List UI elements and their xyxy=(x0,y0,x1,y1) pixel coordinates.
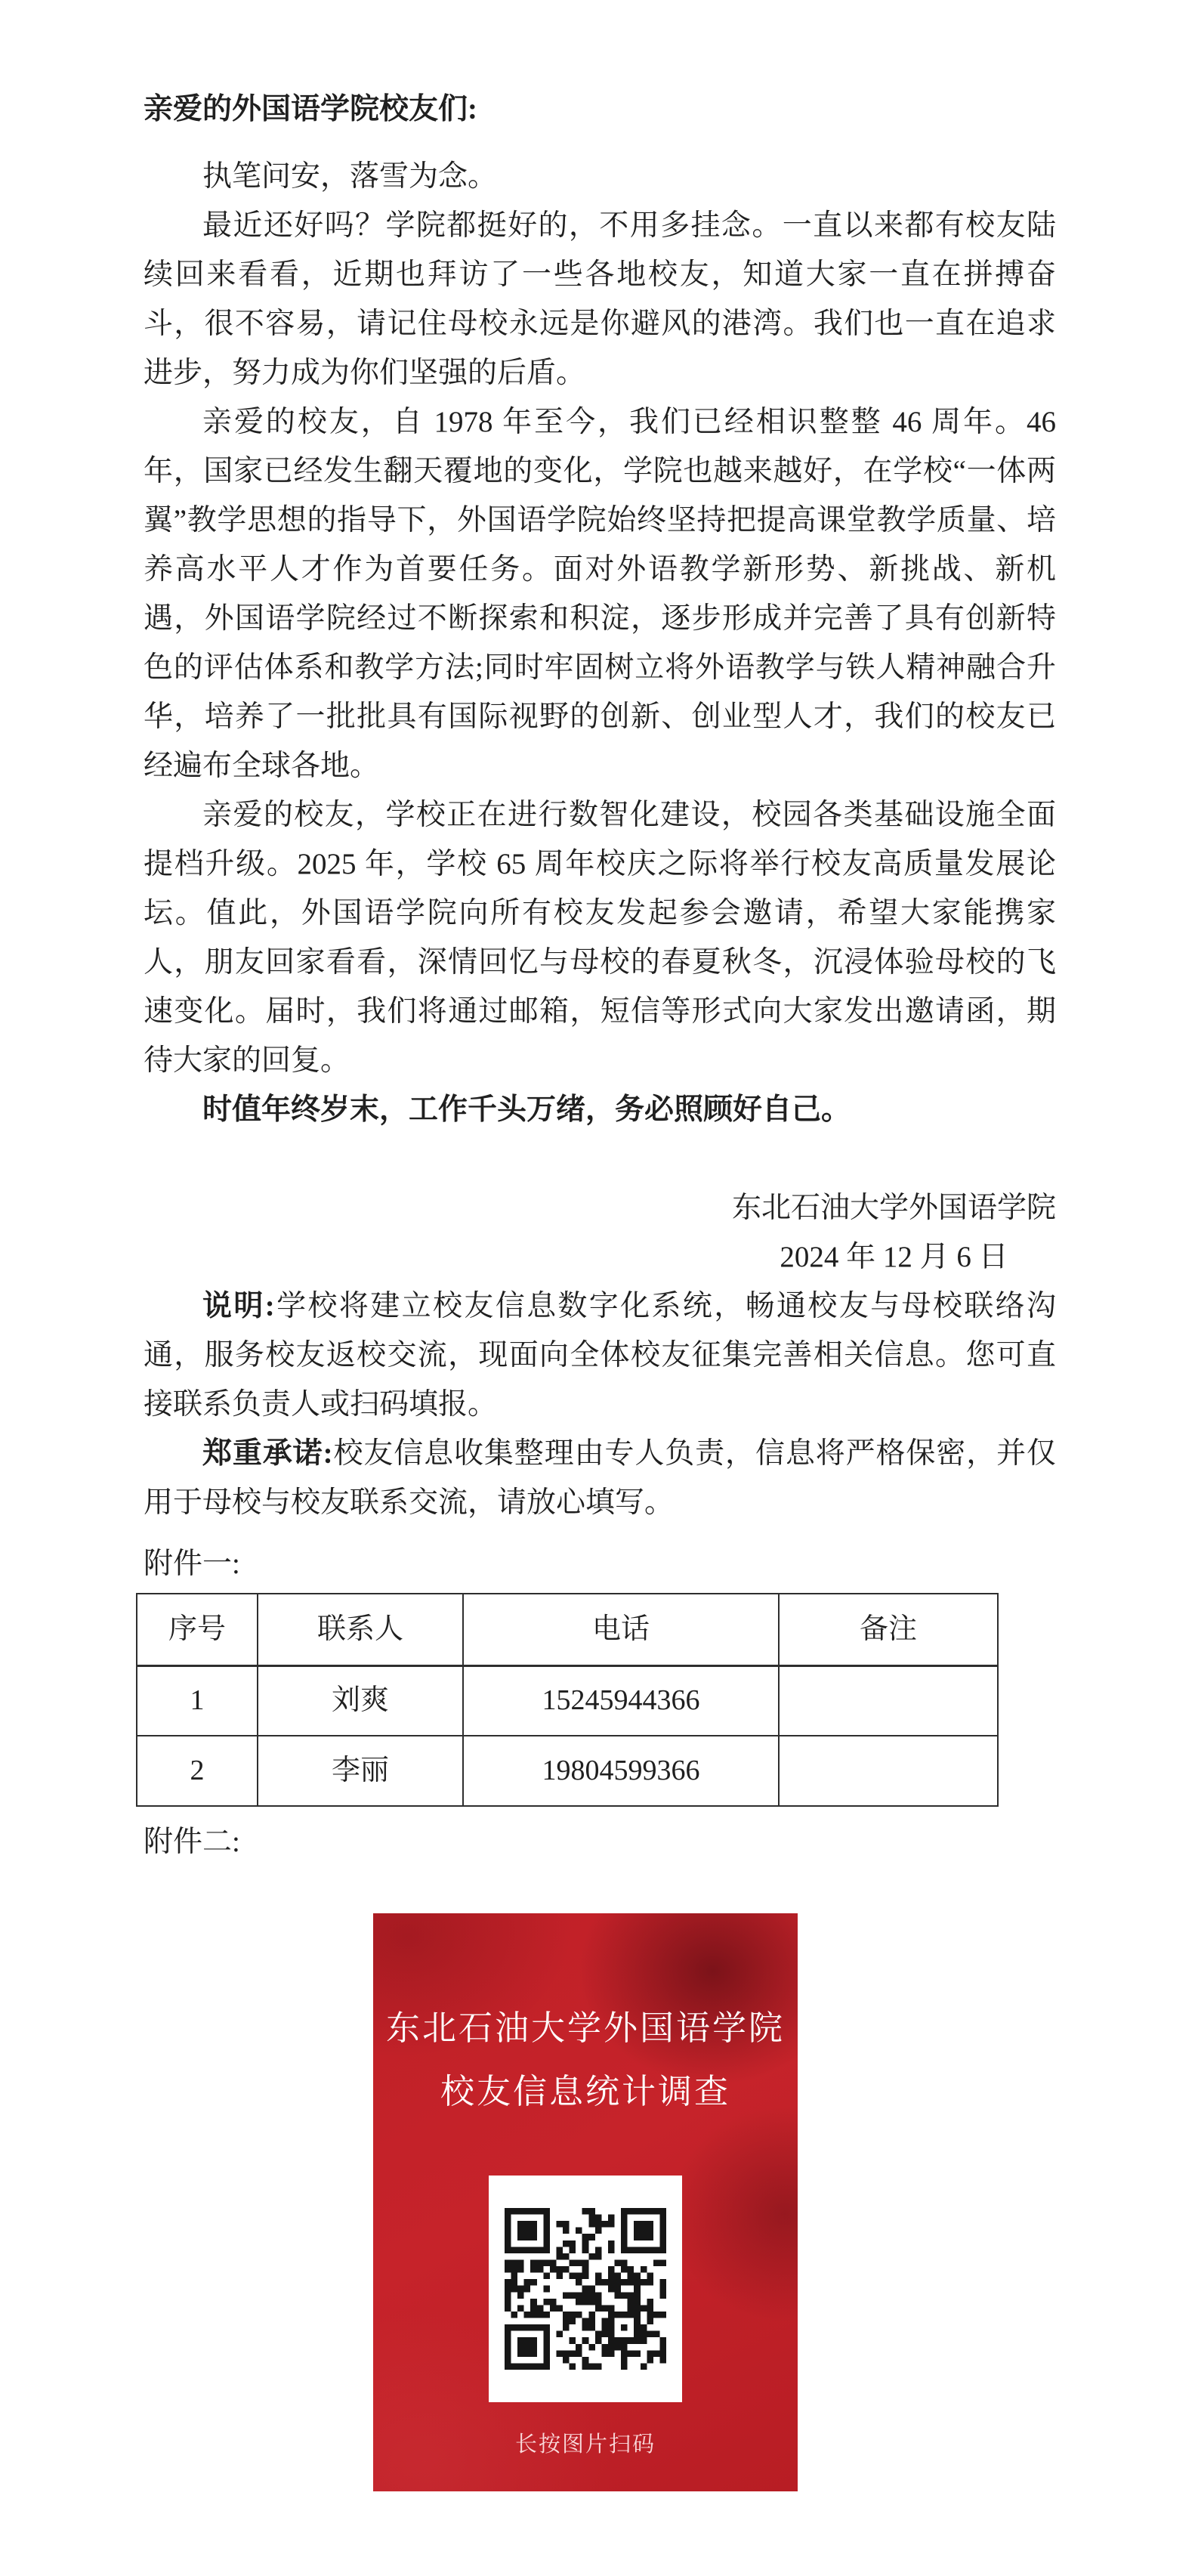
contacts-table xyxy=(136,1593,999,1807)
cell-name: 刘爽 xyxy=(258,1665,463,1736)
note-description xyxy=(144,1282,1056,1429)
signature-date: 2024 年 12 月 6 日 xyxy=(780,1241,1008,1273)
cell-phone: 15245944366 xyxy=(463,1665,779,1736)
paragraph-anniversary: 亲爱的校友，自 1978 年至今，我们已经相识整整 46 周年。46 年，国家已经发生翻天覆地的变化，学院也越来越好，在学校“一体两翼”教学思想的指导下，外国语学院始终坚持把提高课堂教学质量、培养高水平人才作为首要任务。面对外语教学新形势、新挑战、新机遇，外国语学院经过不断探索和积淀，逐步形成并完善了具有创新特色的评估体系和教学方法;同时牢固树立将外语教学与铁人精神融合升华，培养了一批批具有国际视野的创新、创业型人才，我们的校友已经遍布全球各地。 xyxy=(144,406,1056,782)
note-promise xyxy=(144,1429,1056,1527)
qr-caption: 长按图片扫码 xyxy=(514,2432,656,2457)
note-text: 学校将建立校友信息数字化系统，畅通校友与母校联络沟通，服务校友返校交流，现面向全体校友征集完善相关信息。您可直接联系负责人或扫码填报。 xyxy=(144,1290,1056,1421)
qr-card-title-line2: 校友信息统计调查 xyxy=(440,2072,730,2111)
cell-name: 李丽 xyxy=(258,1736,463,1806)
qr-card-title xyxy=(373,1913,798,2123)
cell-phone: 19804599366 xyxy=(463,1736,779,1806)
header-cell-no: 序号 xyxy=(137,1594,258,1665)
header-cell-phone: 电话 xyxy=(463,1594,779,1665)
header-cell-contact: 联系人 xyxy=(258,1594,463,1665)
salutation: 亲爱的外国语学院校友们: xyxy=(144,93,477,125)
note-text: 校友信息收集整理由专人负责，信息将严格保密，并仅用于母校与校友联系交流，请放心填写。 xyxy=(144,1437,1056,1519)
paragraph-recent: 最近还好吗？学院都挺好的，不用多挂念。一直以来都有校友陆续回来看看，近期也拜访了一些各地校友，知道大家一直在拼搏奋斗，很不容易，请记住母校永远是你避风的港湾。我们也一直在追求进步，努力成为你们坚强的后盾。 xyxy=(144,209,1056,389)
qr-code-panel xyxy=(489,2176,682,2402)
signature: 东北石油大学外国语学院 xyxy=(731,1192,1056,1224)
qr-survey-card xyxy=(373,1913,798,2491)
qr-card-title-line1: 东北石油大学外国语学院 xyxy=(385,2009,785,2047)
attachment-one-label: 附件一: xyxy=(144,1548,240,1580)
table-header-row xyxy=(137,1594,998,1665)
paragraph-closing: 时值年终岁末，工作千头万绪，务必照顾好自己。 xyxy=(202,1093,851,1126)
header-cell-remark: 备注 xyxy=(779,1594,998,1665)
note-label: 说明: xyxy=(202,1290,275,1322)
note-label: 郑重承诺: xyxy=(202,1437,333,1470)
cell-note xyxy=(779,1736,998,1806)
qr-code xyxy=(505,2208,666,2370)
paragraph-opening: 执笔问安，落雪为念。 xyxy=(202,160,498,193)
cell-note xyxy=(779,1665,998,1736)
letter-body xyxy=(144,0,1056,2491)
table-row xyxy=(137,1665,998,1736)
table-row xyxy=(137,1736,998,1806)
signature-block xyxy=(732,1183,1056,1282)
paragraph-digital: 亲爱的校友，学校正在进行数智化建设，校园各类基础设施全面提档升级。2025 年，学校 65 周年校庆之际将举行校友高质量发展论坛。值此，外国语学院向所有校友发起参会邀请，希望大家能携家人，朋友回家看看，深情回忆与母校的春夏秋冬，沉浸体验母校的飞速变化。届时，我们将通过邮箱，短信等形式向大家发出邀请函，期待大家的回复。 xyxy=(144,799,1056,1077)
cell-no: 1 xyxy=(137,1665,258,1736)
cell-no: 2 xyxy=(137,1736,258,1806)
attachment-two-label: 附件二: xyxy=(144,1826,240,1858)
